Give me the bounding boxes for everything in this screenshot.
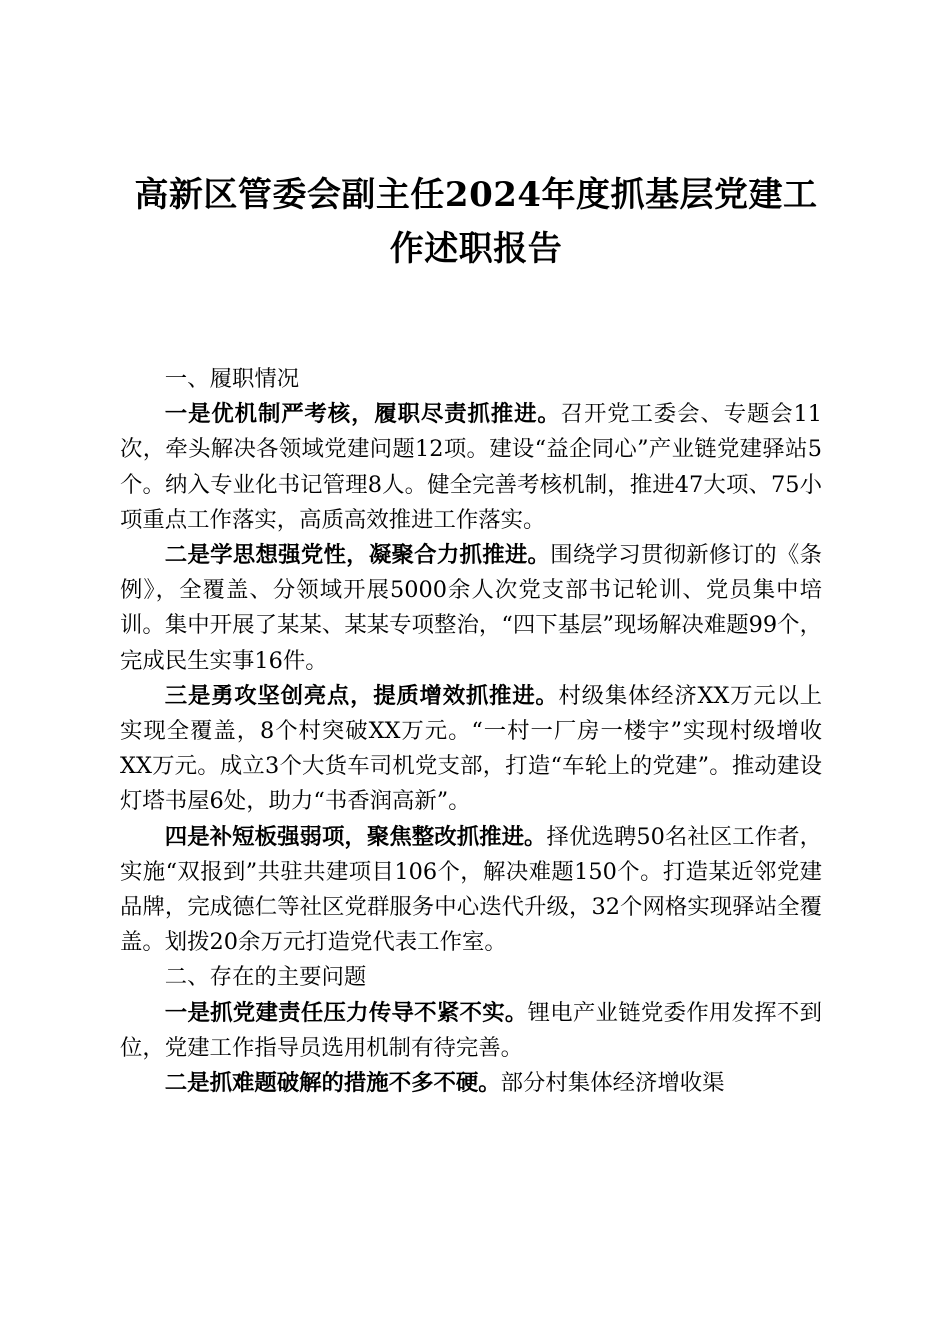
paragraph-item [120,538,822,679]
document-body [120,362,822,1101]
paragraph-lead: 三是勇攻坚创亮点，提质增效抓推进。 [164,682,559,709]
paragraph-lead: 二是学思想强党性，凝聚合力抓推进。 [164,542,551,569]
paragraph-lead: 四是补短板强弱项，聚焦整改抓推进。 [164,823,547,850]
paragraph-text: 部分村集体经济增收渠 [500,1070,725,1097]
paragraph-lead: 一是优机制严考核，履职尽责抓推进。 [164,401,561,428]
paragraph-text: 村级集体经济XX万元以上实现全覆盖，8个村突破XX万元。“一村一厂房一楼宇”实现村级增收XX万元。成立3个大货车司机党支部，打造“车轮上的党建”。推动建设灯塔书屋6处，助力“书香润高新”。 [120,682,822,815]
paragraph-lead: 一是抓党建责任压力传导不紧不实。 [164,999,528,1026]
paragraph-item [120,1066,822,1101]
paragraph-text: 锂电产业链党委作用发挥不到位，党建工作指导员选用机制有待完善。 [120,999,822,1061]
paragraph-item [120,996,822,1066]
document-title: 高新区管委会副主任2024年度抓基层党建工作述职报告 [134,175,818,269]
paragraph-item [120,820,822,961]
paragraph-text: 召开党工委会、专题会11次，牵头解决各领域党建问题12项。建设“益企同心”产业链党建驿站5个。纳入专业化书记管理8人。健全完善考核机制，推进47大项、75小项重点工作落实，高质高效推进工作落实。 [120,401,823,533]
section-heading-problems: 二、存在的主要问题 [164,964,367,991]
paragraph-item [120,397,822,538]
paragraph-text: 围绕学习贯彻新修订的《条例》，全覆盖、分领域开展5000余人次党支部书记轮训、党员集中培训。集中开展了某某、某某专项整治，“四下基层”现场解决难题99个，完成民生实事16件。 [120,542,822,674]
paragraph-lead: 二是抓难题破解的措施不多不硬。 [164,1070,501,1097]
section-heading-performance: 一、履职情况 [164,366,300,392]
paragraph-text: 择优选聘50名社区工作者，实施“双报到”共驻共建项目106个，解决难题150个。打造某近邻党建品牌，完成德仁等社区党群服务中心迭代升级，32个网格实现驿站全覆盖。划拨20余万元打造党代表工作室。 [120,823,822,956]
paragraph-item [120,679,822,820]
